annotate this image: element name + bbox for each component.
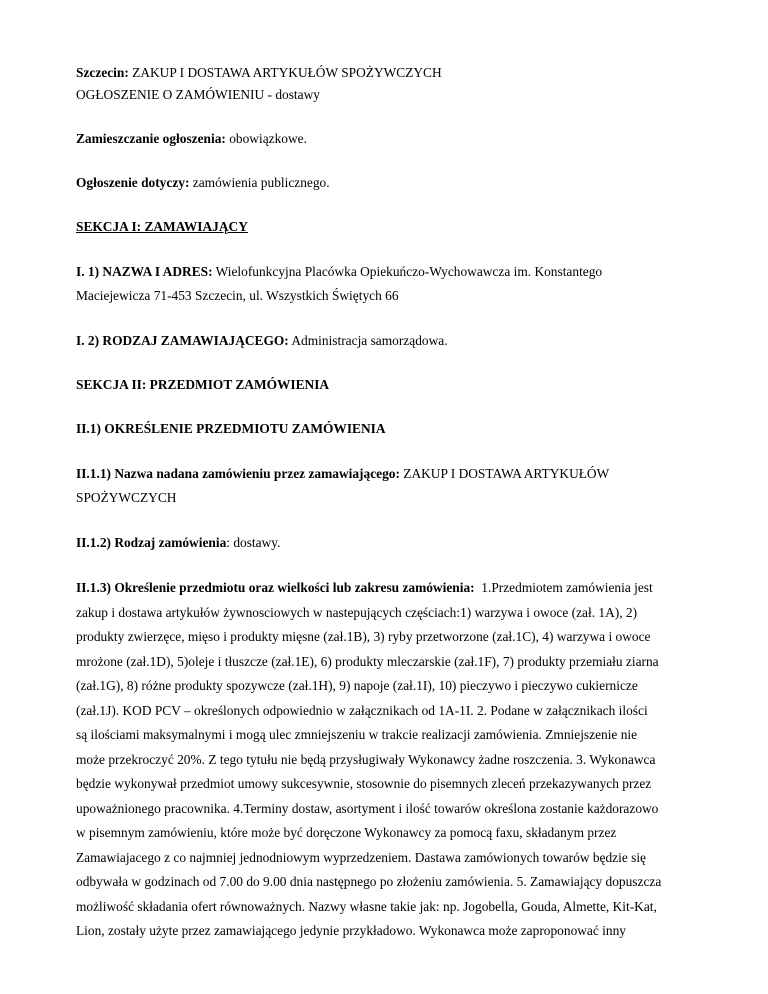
city-label: Szczecin: — [76, 65, 129, 80]
section2-subheading — [76, 418, 716, 440]
scope-line: produkty zwierzęce, mięso i produkty mięsne (zał.1B), 3) ryby przetworzone (zał.1C), 4) warzywa i owoce — [76, 629, 651, 644]
section1-heading-text: SEKCJA I: ZAMAWIAJĄCY — [76, 219, 248, 234]
contracting-type-line — [76, 330, 716, 352]
scope-line: będzie wykonywał przedmiot umowy sukcesywnie, stosownie do pisemnych zleceń przekazywanych przez — [76, 776, 652, 791]
order-kind-line — [76, 532, 716, 554]
section2-heading-text: SEKCJA II: PRZEDMIOT ZAMÓWIENIA — [76, 377, 330, 392]
order-kind-label: II.1.2) Rodzaj zamówienia — [76, 535, 227, 550]
section1-heading — [76, 216, 716, 238]
section2-heading — [76, 374, 716, 396]
placement-line — [76, 128, 716, 150]
document-page — [76, 62, 716, 944]
order-kind-value: : dostawy. — [226, 535, 281, 550]
contracting-name-label: I. 1) NAZWA I ADRES: — [76, 264, 213, 279]
order-scope-label: II.1.3) Określenie przedmiotu oraz wielkości lub zakresu zamówienia: — [76, 580, 475, 595]
concerns-label: Ogłoszenie dotyczy: — [76, 175, 190, 190]
scope-line: 1.Przedmiotem zamówienia jest — [474, 580, 653, 595]
scope-line: mrożone (zał.1D), 5)oleje i tłuszcze (zał.1E), 6) produkty mleczarskie (zał.1F), 7) produkty przemiału ziarna — [76, 653, 659, 669]
scope-line: Lion, zostały użyte przez zamawiającego jedynie przykładowo. Wykonawca może zaproponować inny — [76, 923, 626, 938]
contracting-type-label: I. 2) RODZAJ ZAMAWIAJĄCEGO: — [76, 333, 289, 348]
order-scope — [76, 576, 716, 944]
contracting-name-value: Wielofunkcyjna Placówka Opiekuńczo-Wychowawcza im. Konstantego — [212, 264, 603, 279]
scope-line: Zamawiajacego z co najmniej jednodniowym wyprzedzeniem. Dastawa zamówionych towarów będzie się — [76, 849, 647, 865]
scope-line: odbywała w godzinach od 7.00 do 9.00 dnia następnego po złożeniu zamówienia. 5. Zamawiający dopuszcza — [76, 874, 662, 889]
placement-value: obowiązkowe. — [225, 131, 307, 146]
order-scope-first-line — [76, 576, 716, 601]
notice-title: ZAKUP I DOSTAWA ARTYKUŁÓW SPOŻYWCZYCH — [128, 65, 442, 80]
contracting-type-value: Administracja samorządowa. — [288, 333, 448, 348]
section2-subheading-text: II.1) OKREŚLENIE PRZEDMIOTU ZAMÓWIENIA — [76, 421, 386, 436]
scope-line: upoważnionego pracownika. 4.Terminy dostaw, asortyment i ilość towarów określona zostanie każdorazowo — [76, 800, 659, 816]
concerns-line — [76, 172, 716, 194]
order-name-value-line2: SPOŻYWCZYCH — [76, 490, 177, 505]
order-name-value: ZAKUP I DOSTAWA ARTYKUŁÓW — [399, 466, 610, 481]
scope-line: może przekroczyć 20%. Z tego tytułu nie będą przysługiwały Wykonawcy żadne roszczenia. 3. Wykonawca — [76, 751, 656, 767]
scope-line: są ilościami maksymalnymi i mogą ulec zmniejszeniu w trakcie realizacji zamówienia. Zmniejszenie nie — [76, 727, 638, 742]
concerns-value: zamówienia publicznego. — [189, 175, 330, 190]
scope-line: zakup i dostawa artykułów żywnosciowych w nastepujących częściach:1) warzywa i owoce (zał. 1A), 2) — [76, 604, 638, 620]
order-name-line — [76, 462, 716, 486]
contracting-address: Maciejewicza 71-453 Szczecin, ul. Wszystkich Świętych 66 — [76, 288, 399, 303]
placement-label: Zamieszczanie ogłoszenia: — [76, 131, 226, 146]
scope-line: w pisemnym zamówieniu, które może być doręczone Wykonawcy za pomocą faxu, składanym przez — [76, 825, 617, 840]
scope-line: (zał.1G), 8) różne produkty spozywcze (zał.1H), 9) napoje (zał.1I), 10) pieczywo i pieczywo cukiernicze — [76, 678, 638, 693]
scope-line: (zał.1J). KOD PCV – określonych odpowiednio w załącznikach od 1A-1I. 2. Podane w załącznikach ilości — [76, 702, 648, 718]
order-name-label: II.1.1) Nazwa nadana zamówieniu przez zamawiającego: — [76, 466, 400, 481]
notice-subtitle: OGŁOSZENIE O ZAMÓWIENIU - dostawy — [76, 87, 320, 102]
contracting-name-line — [76, 260, 716, 284]
header-line — [76, 62, 716, 84]
scope-line: możliwość składania ofert równoważnych. Nazwy własne takie jak: np. Jogobella, Gouda, Almette, Kit-Kat, — [76, 898, 657, 914]
